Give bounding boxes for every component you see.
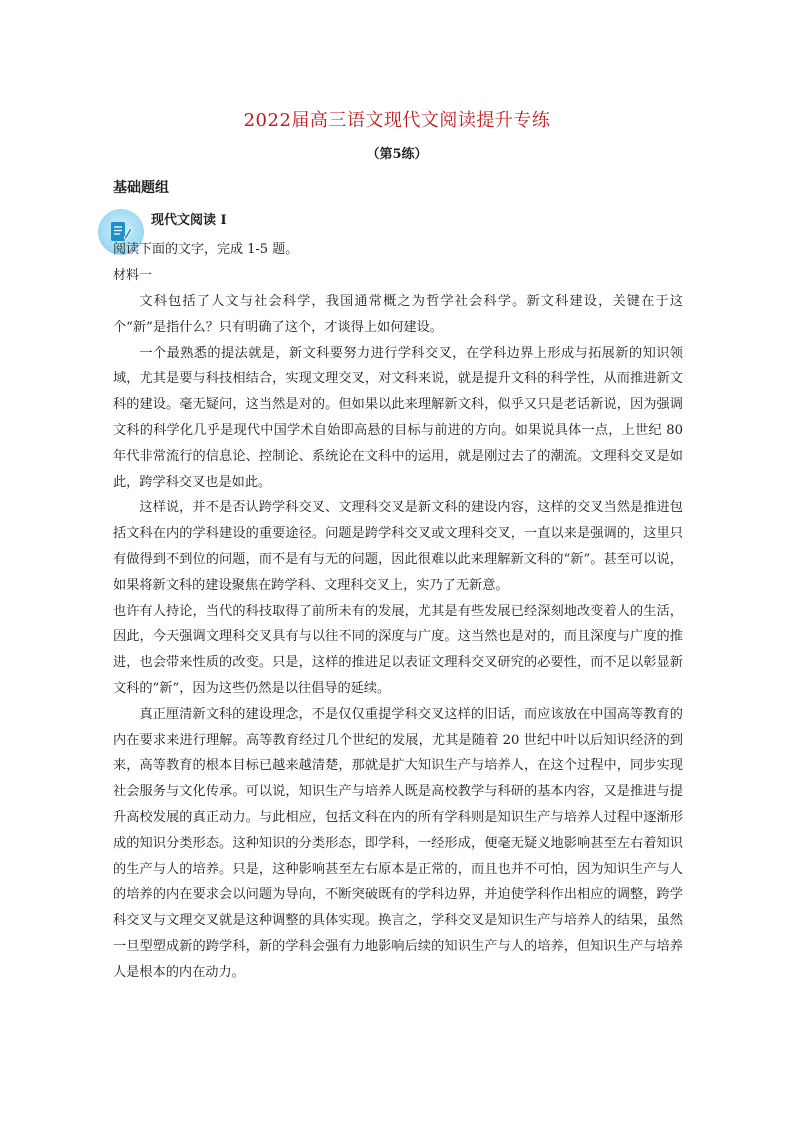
reading-instruction: 阅读下面的文字，完成 1-5 题。 [113, 242, 299, 257]
paragraph-4: 也许有人持论，当代的科技取得了前所未有的发展，尤其是有些发展已经深刻地改变着人的生活，因此，今天强调文理科交叉具有与以往不同的深度与广度。这当然也是对的，而且深度与广度的推进，也会带来性质的改变。只是，这样的推进足以表证文理科交叉研究的必要性，而不足以彰显新文科的“新”，因为这些仍然是以往倡导的延续。 [113, 603, 683, 696]
section-heading: 现代文阅读 I [151, 213, 227, 228]
paragraph-3: 这样说，并不是否认跨学科交叉、文理科交叉是新文科的建设内容，这样的交叉当然是推进包括文科在内的学科建设的重要途径。问题是跨学科交叉或文理科交叉，一直以来是强调的，这里只有做得到不到位的问题，而不是有与无的问题，因此很难以此来理解新文科的“新”。甚至可以说，如果将新文科的建设聚焦在跨学科、文理科交叉上，实乃了无新意。 [113, 500, 683, 593]
paragraph-1: 文科包括了人文与社会科学，我国通常概之为哲学社会科学。新文科建设，关键在于这个“新”是指什么？只有明确了这个，才谈得上如何建设。 [113, 294, 683, 335]
material-label: 材料一 [113, 268, 153, 283]
paragraph-2: 一个最熟悉的提法就是，新文科要努力进行学科交叉，在学科边界上形成与拓展新的知识领域，尤其是要与科技相结合，实现文理交叉，对文科来说，就是提升文科的科学性，从而推进新文科的建设。毫无疑问，这当然是对的。但如果以此来理解新文科，似乎又只是老话新说，因为强调文科的科学化几乎是现代中国学术自始即高悬的目标与前进的方向。如果说具体一点，上世纪 80 年代非常流行的信息论、控制论、系统论在文科中的运用，就是刚过去了的潮流。文理科交叉是如此，跨学科交叉也是如此。 [113, 345, 683, 490]
group-heading: 基础题组 [113, 180, 169, 196]
document-subtitle: （第5练） [366, 147, 428, 162]
document-title: 2022届高三语文现代文阅读提升专练 [243, 110, 551, 131]
passage-body [113, 289, 683, 986]
paragraph-5: 真正厘清新文科的建设理念，不是仅仅重提学科交叉这样的旧话，而应该放在中国高等教育的内在要求来进行理解。高等教育经过几个世纪的发展，尤其是随着 20 世纪中叶以后知识经济的到来，高等教育的根本目标已越来越清楚，那就是扩大知识生产与培养人，在这个过程中，同步实现社会服务与文化传承。可以说，知识生产与培养人既是高校教学与科研的基本内容，又是推进与提升高校发展的真正动力。与此相应，包括文科在内的所有学科则是知识生产与培养人过程中逐渐形成的知识分类形态。这种知识的分类形态，即学科，一经形成，便毫无疑义地影响甚至左右着知识的生产与人的培养。只是，这种影响甚至左右原本是正常的，而且也并不可怕，因为知识生产与人的培养的内在要求会以问题为导向，不断突破既有的学科边界，并迫使学科作出相应的调整，跨学科交叉与文理交叉就是这种调整的具体实现。换言之，学科交叉是知识生产与培养人的结果，虽然一旦型塑成新的跨学科，新的学科会强有力地影响后续的知识生产与人的培养，但知识生产与培养人是根本的内在动力。 [113, 706, 683, 980]
